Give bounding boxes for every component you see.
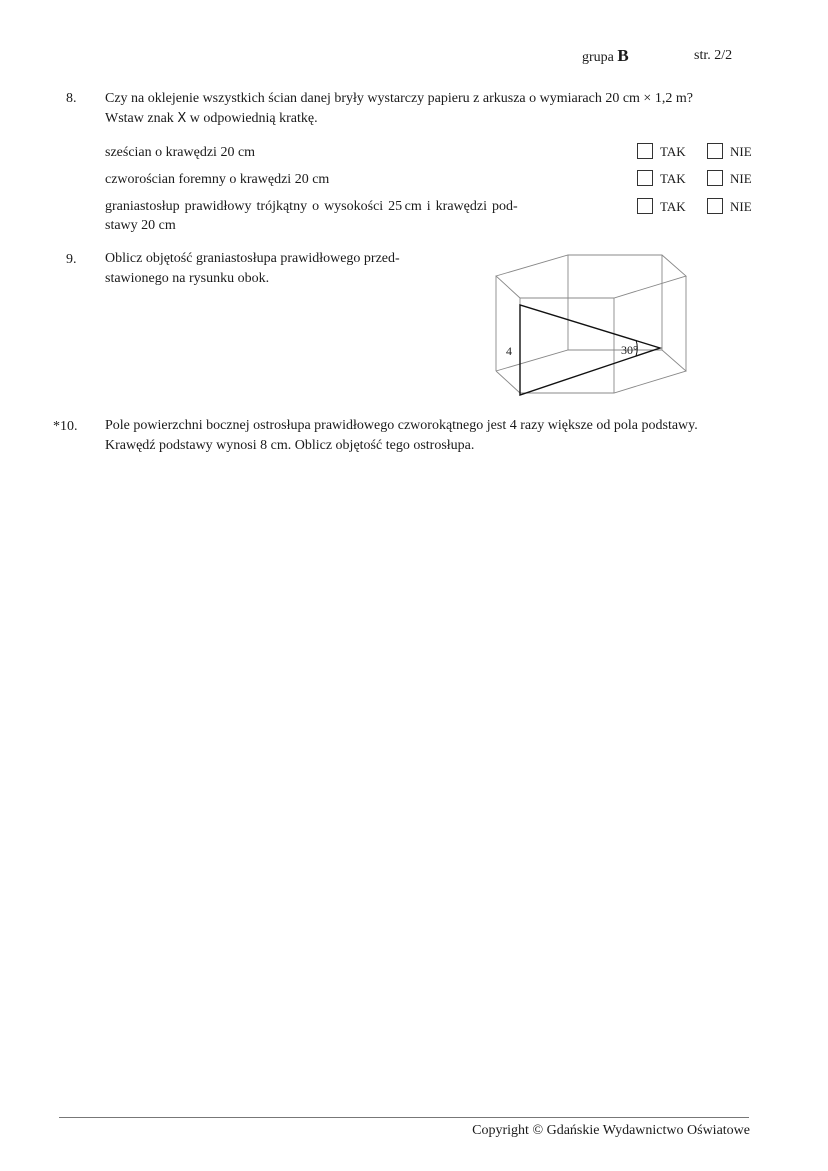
q8-text — [105, 89, 765, 129]
q9-height-label: 4 — [506, 344, 512, 358]
q8-row1-tak-label: TAK — [660, 144, 686, 159]
q10-text-line1: Pole powierzchni bocznej ostrosłupa prawidłowego czworokątnego jest 4 razy większe od pola podstawy. — [105, 418, 698, 433]
q8-row2-nie-checkbox[interactable] — [707, 170, 723, 186]
q8-mark-x: X — [177, 111, 187, 126]
q8-row3-nie-checkbox[interactable] — [707, 198, 723, 214]
q8-row2-tak-label: TAK — [660, 171, 686, 186]
q8-row3-nie-label: NIE — [730, 199, 752, 214]
q10-number: *10. — [53, 419, 78, 434]
q8-row3-tak-label: TAK — [660, 199, 686, 214]
q8-row2-text: czworościan foremny o krawędzi 20 cm — [105, 172, 330, 187]
q9-text-line2: stawionego na rysunku obok. — [105, 271, 270, 286]
group-label-text: grupa — [582, 50, 614, 65]
q9-text — [105, 249, 445, 289]
q8-row3-tak-checkbox[interactable] — [637, 198, 653, 214]
q8-row3-line1: graniastosłup prawidłowy trójkątny o wysokości 25 cm i krawędzi pod- — [105, 199, 518, 214]
q8-text-line2 — [105, 109, 765, 129]
q9-text-line1: Oblicz objętość graniastosłupa prawidłowego przed- — [105, 251, 400, 266]
q9-angle-label: 30° — [621, 343, 638, 357]
q8-row2-nie-label: NIE — [730, 171, 752, 186]
q8-text-before: Wstaw znak — [105, 111, 178, 126]
prism-top-face — [496, 255, 686, 298]
q8-row1-nie-checkbox[interactable] — [707, 143, 723, 159]
footer-divider — [59, 1117, 749, 1118]
q9-number: 9. — [66, 252, 77, 267]
footer-copyright: Copyright © Gdańskie Wydawnictwo Oświatowe — [472, 1123, 750, 1138]
q10-text-line2: Krawędź podstawy wynosi 8 cm. Oblicz objętość tego ostrosłupa. — [105, 438, 475, 453]
q8-row3-text — [105, 197, 560, 235]
q8-number: 8. — [66, 91, 77, 106]
q8-row1-text: sześcian o krawędzi 20 cm — [105, 145, 256, 160]
group-label — [582, 46, 629, 66]
group-letter: B — [617, 46, 629, 65]
q8-row3-line2: stawy 20 cm — [105, 218, 176, 233]
q8-text-line1: Czy na oklejenie wszystkich ścian danej bryły wystarczy papieru z arkusza o wymiarach 20 cm × 1,2 m? — [105, 91, 693, 106]
q8-row2-tak-checkbox[interactable] — [637, 170, 653, 186]
q9-prism-figure — [488, 248, 698, 406]
q8-row1-tak-checkbox[interactable] — [637, 143, 653, 159]
q8-row1-nie-label: NIE — [730, 144, 752, 159]
q8-text-after: w odpowiednią kratkę. — [186, 111, 318, 126]
q10-text — [105, 416, 775, 456]
page-number: str. 2/2 — [694, 48, 733, 63]
